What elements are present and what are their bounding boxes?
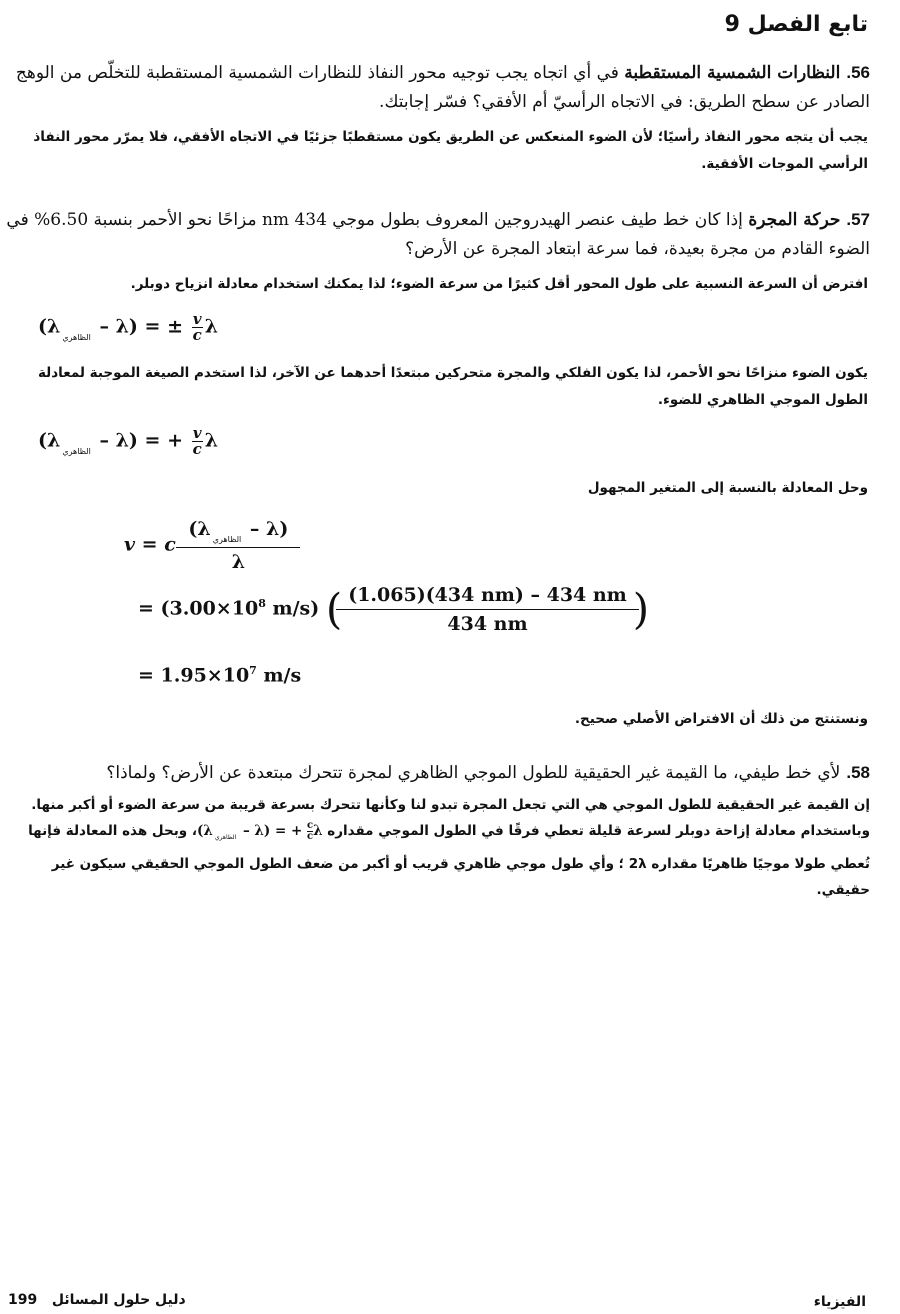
footer-title: دليل حلول المسائل [51,1292,186,1308]
plus-minus-sign: ± [167,315,183,338]
result-value: = 1.95×10 [138,664,250,687]
question-heading: حركة المجرة [748,210,841,230]
answer-line-1: إن القيمة غير الحقيقية للطول الموجي هي التي تجعل المجرة تبدو لنا وكأنها تتحرك بسرعة قريبة من سرعة الضوء أو أكبر منها. [31,797,870,813]
apparent-subscript: الظاهري [62,332,91,342]
question-57 [6,205,870,264]
apparent-subscript: الظاهري [214,834,237,841]
question-text: لأي خط طيفي، ما القيمة غير الحقيقية للطول الموجي الظاهري لمجرة تتحرك مبتعدة عن الأرض؟ ولماذا؟ [106,763,841,783]
chapter-header: تابع الفصل 9 [724,12,868,37]
redshift-note: يكون الضوء منزاحًا نحو الأحمر، لذا يكون الفلكي والمجرة متحركين مبتعدًا أحدهما عن الآخر، لذا استخدم الصيغة الموجبة لمعادلة الطول الموجي الظاهري للضوء. [37,365,868,408]
velocity-fraction: (λ $_{الظاهري}$ – λ) λ [182,518,294,573]
page-number: 199 [8,1292,38,1308]
speed-of-light: (3.00×10 [160,597,259,620]
plus-sign: + [167,429,183,452]
speed-unit: m/s) [265,597,320,620]
question-text: في أي اتجاه يجب توجيه محور النفاذ للنظارات الشمسية المستقطبة للتخلّص من الوهج الصادر عن سطح الطريق: في الاتجاه الرأسيّ أم الأفقي؟ فسّر إجابتك. [15,63,870,112]
question-56 [6,58,870,117]
v-over-c-fraction: $\frac{v}{c}$ [192,310,202,344]
question-number: 57. [846,210,870,229]
velocity-equation: v = c (λ $_{الظاهري}$ – λ) λ [124,518,294,573]
result-equation [138,664,301,686]
speed-exponent: 8 [258,597,266,611]
inline-doppler-equation: (λ $_{الظاهري}$ – λ) = + $\frac{c}{c}$ λ [197,820,323,842]
solve-note: وحل المعادلة بالنسبة إلى المتغير المجهول [587,480,868,496]
v-over-c-fraction: $\frac{v}{c}$ [192,424,202,458]
question-number: 58. [846,763,870,782]
result-exponent: 7 [249,664,257,677]
substitution-equation: = ($3.00\times 10^8$ m/s) ( $\frac{(1.065)(434 nm) - 434 nm}{434 nm}$ ) [138,584,650,635]
conclusion-note: ونستنتج من ذلك أن الافتراض الأصلي صحيح. [574,711,868,727]
question-58 [6,758,870,788]
apparent-subscript: الظاهري [62,446,91,456]
numerator: (1.065)(434 nm) – 434 nm [348,584,627,606]
doppler-equation-positive: (λ $_{الظاهري}$ – λ) = + $\frac{v}{c}$ λ [38,424,219,458]
answer-line-2: وباستخدام معادلة إزاحة دوبلر لسرعة قليلة تعطي فرقًا في الطول الموجي مقداره (λ $_{الظاهري}$ – λ) = + $\frac{c}{c}$ λ، وبحل هذه المعادلة فإنها [4,818,870,851]
substitution-fraction [342,584,633,635]
footer-left [8,1292,186,1308]
question-text: إذا كان خط طيف عنصر الهيدروجين المعروف بطول موجي 434 nm مزاحًا نحو الأحمر بنسبة 6.50% في الضوء القادم من مجرة بعيدة، فما سرعة ابتعاد المجرة عن الأرض؟ [6,210,870,259]
answer-58 [4,792,870,903]
footer-subject: الفيزياء [813,1294,866,1310]
denominator: 434 nm [336,609,639,635]
assumption-note: افترض أن السرعة النسبية على طول المحور أقل كثيرًا من سرعة الضوء؛ لذا يمكنك استخدام معادلة انزياح دوبلر. [130,276,868,292]
doppler-equation-general: (λ $_{الظاهري}$ – λ) = ± $\frac{v}{c}$ λ [38,310,219,344]
answer-line-3: تُعطي طولا موجيًا ظاهريًا مقداره 2λ ؛ وأي طول موجي ظاهري قريب أو أكبر من ضعف الطول الموجي الحقيقي سيكون غير حقيقي. [51,856,870,898]
result-unit: m/s [256,664,302,687]
apparent-subscript: الظاهري [212,535,242,544]
question-number: 56. [846,63,870,82]
question-heading: النظارات الشمسية المستقطبة [624,63,841,83]
answer-56: يجب أن يتجه محور النفاذ رأسيًا؛ لأن الضوء المنعكس عن الطريق يكون مستقطبًا جزئيًا في الاتجاه الأفقي، فلا يمرّر محور النفاذ الرأسي الموجات الأفقية. [33,129,868,172]
